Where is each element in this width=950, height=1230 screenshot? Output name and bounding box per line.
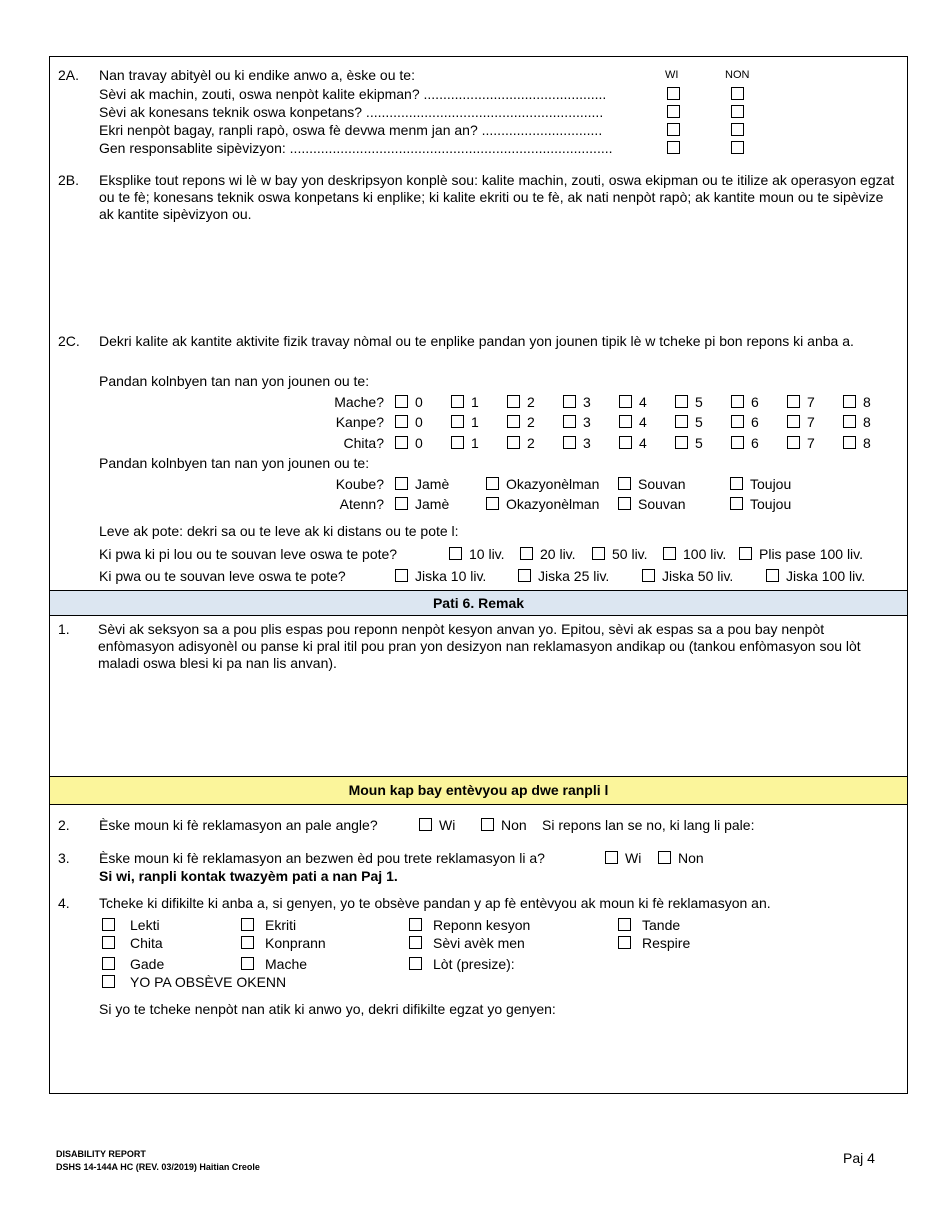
hours-walk-3-checkbox[interactable] bbox=[563, 395, 576, 408]
difficulty-breathing-checkbox[interactable] bbox=[618, 936, 631, 949]
q2a-intro: Nan travay abityèl ou ki endike anwo a, èske ou te: bbox=[99, 67, 415, 83]
int-q2-number: 2. bbox=[58, 817, 70, 833]
none-observed-checkbox[interactable] bbox=[102, 975, 115, 988]
int-q4-text: Tcheke ki difikilte ki anba a, si genyen, yo te obsève pandan y ap fè entèvyou ak moun ki fè reklamasyon an. bbox=[99, 895, 771, 911]
q2a-number: 2A. bbox=[58, 67, 80, 83]
difficulty-writing-label: Ekriti bbox=[265, 917, 297, 933]
hours-walk-4-checkbox[interactable] bbox=[619, 395, 632, 408]
int-q3-yes-label: Wi bbox=[625, 850, 642, 866]
hours-stand-2-checkbox[interactable] bbox=[507, 415, 520, 428]
hours-row-label-sit: Chita? bbox=[343, 435, 384, 451]
reach-often-label: Souvan bbox=[638, 496, 686, 512]
int-q3-number: 3. bbox=[58, 850, 70, 866]
hours-walk-2-label: 2 bbox=[527, 394, 535, 410]
hours-walk-6-checkbox[interactable] bbox=[731, 395, 744, 408]
lift-frequent-10-checkbox[interactable] bbox=[395, 569, 408, 582]
q2a-supervision-yes-checkbox[interactable] bbox=[667, 141, 680, 154]
difficulty-writing-checkbox[interactable] bbox=[241, 918, 254, 931]
q2a-item-writing: Ekri nenpòt bagay, ranpli rapò, oswa fè devwa menm jan an? ............................... bbox=[99, 122, 603, 138]
hours-row-label-stand: Kanpe? bbox=[335, 414, 384, 430]
hours-sit-3-checkbox[interactable] bbox=[563, 436, 576, 449]
reach-always-checkbox[interactable] bbox=[730, 497, 743, 510]
lift-heaviest-10-checkbox[interactable] bbox=[449, 547, 462, 560]
q2a-writing-no-checkbox[interactable] bbox=[731, 123, 744, 136]
int-q2-no-label: Non bbox=[501, 817, 527, 833]
hours-stand-6-checkbox[interactable] bbox=[731, 415, 744, 428]
difficulty-reading-label: Lekti bbox=[130, 917, 160, 933]
hours-sit-8-label: 8 bbox=[863, 435, 871, 451]
remarks-answer-area[interactable] bbox=[98, 676, 888, 772]
hours-walk-4-label: 4 bbox=[639, 394, 647, 410]
hours-walk-8-checkbox[interactable] bbox=[843, 395, 856, 408]
footer-form-title: DISABILITY REPORT bbox=[56, 1149, 146, 1159]
q2b-answer-area[interactable] bbox=[99, 226, 899, 326]
lift-heaviest-20-checkbox[interactable] bbox=[520, 547, 533, 560]
hours-stand-3-label: 3 bbox=[583, 414, 591, 430]
reach-always-label: Toujou bbox=[750, 496, 792, 512]
hours-stand-8-checkbox[interactable] bbox=[843, 415, 856, 428]
hours-sit-5-label: 5 bbox=[695, 435, 703, 451]
freq-row-label-stoop: Koube? bbox=[335, 476, 384, 492]
lift-heaviest-100-label: 100 liv. bbox=[683, 546, 727, 562]
q2a-machines-yes-checkbox[interactable] bbox=[667, 87, 680, 100]
int-q2-text: Èske moun ki fè reklamasyon an pale angle? bbox=[99, 817, 378, 833]
lift-frequent-25-checkbox[interactable] bbox=[518, 569, 531, 582]
stoop-always-label: Toujou bbox=[750, 476, 792, 492]
hours-walk-1-label: 1 bbox=[471, 394, 479, 410]
lift-frequent-100-checkbox[interactable] bbox=[766, 569, 779, 582]
part6-q1-text: Sèvi ak seksyon sa a pou plis espas pou reponn nenpòt kesyon anvan yo. Epitou, sèvi ak espas sa a pou bay nenpòt enfòmasyon adisyonèl ou panse ki pral itil pou pran yon desizyon nan reklamasyon andikap ou (tankou enfòmasyon sou lòt maladi oswa blesi ki pa nan lis anvan). bbox=[98, 621, 861, 671]
lift-frequent-50-label: Jiska 50 liv. bbox=[662, 568, 734, 584]
part6-q1-number: 1. bbox=[58, 621, 70, 637]
hours-walk-3-label: 3 bbox=[583, 394, 591, 410]
page-number: Paj 4 bbox=[843, 1150, 875, 1166]
hours-sit-2-checkbox[interactable] bbox=[507, 436, 520, 449]
lift-frequent-100-label: Jiska 100 liv. bbox=[786, 568, 866, 584]
hours-walk-6-label: 6 bbox=[751, 394, 759, 410]
int-q3-yes-checkbox[interactable] bbox=[605, 851, 618, 864]
hours-stand-4-checkbox[interactable] bbox=[619, 415, 632, 428]
hours-stand-7-checkbox[interactable] bbox=[787, 415, 800, 428]
freq-row-label-reach: Atenn? bbox=[339, 496, 384, 512]
lift-heaviest-over100-checkbox[interactable] bbox=[739, 547, 752, 560]
lift-heaviest-100-checkbox[interactable] bbox=[663, 547, 676, 560]
hours-sit-0-checkbox[interactable] bbox=[395, 436, 408, 449]
stoop-often-checkbox[interactable] bbox=[618, 477, 631, 490]
hours-sit-1-checkbox[interactable] bbox=[451, 436, 464, 449]
reach-never-label: Jamè bbox=[415, 496, 450, 512]
hours-stand-0-label: 0 bbox=[415, 414, 423, 430]
q2a-item-machines: Sèvi ak machin, zouti, oswa nenpòt kalite ekipman? ............................................... bbox=[99, 86, 607, 102]
difficulty-hands-label: Sèvi avèk men bbox=[433, 935, 525, 951]
hours-walk-7-checkbox[interactable] bbox=[787, 395, 800, 408]
hours-sit-2-label: 2 bbox=[527, 435, 535, 451]
hours-stand-1-checkbox[interactable] bbox=[451, 415, 464, 428]
hours-sit-6-checkbox[interactable] bbox=[731, 436, 744, 449]
difficulty-sitting-checkbox[interactable] bbox=[102, 936, 115, 949]
hours-walk-1-checkbox[interactable] bbox=[451, 395, 464, 408]
difficulty-hands-checkbox[interactable] bbox=[409, 936, 422, 949]
lift-frequent-10-label: Jiska 10 liv. bbox=[415, 568, 487, 584]
interviewer-header: Moun kap bay entèvyou ap dwe ranpli l bbox=[50, 776, 907, 805]
hours-sit-5-checkbox[interactable] bbox=[675, 436, 688, 449]
lift-heaviest-10-label: 10 liv. bbox=[469, 546, 505, 562]
hours-sit-7-checkbox[interactable] bbox=[787, 436, 800, 449]
int-q2-yes-checkbox[interactable] bbox=[419, 818, 432, 831]
difficulty-hearing-checkbox[interactable] bbox=[618, 918, 631, 931]
q2b-text: Eksplike tout repons wi lè w bay yon deskripsyon konplè sou: kalite machin, zouti, oswa ekipman ou te itilize ak operasyon egzat ou te fè; konesans teknik oswa konpetans ki enplike; ki kalite ekriti ou te fè, ak nati nenpòt rapò; ak kantite moun ou te sipèvize ak kantite sipèvizyon ou. bbox=[99, 172, 895, 222]
difficulty-walking-checkbox[interactable] bbox=[241, 957, 254, 970]
hours-sit-1-label: 1 bbox=[471, 435, 479, 451]
difficulty-other-checkbox[interactable] bbox=[409, 957, 422, 970]
q2a-no-header: NON bbox=[725, 69, 750, 81]
int-q2-language-note: Si repons lan se no, ki lang li pale: bbox=[542, 817, 755, 833]
q2a-item-technical: Sèvi ak konesans teknik oswa konpetans? ............................................................. bbox=[99, 104, 604, 120]
stoop-often-label: Souvan bbox=[638, 476, 686, 492]
difficulty-reading-checkbox[interactable] bbox=[102, 918, 115, 931]
q2a-technical-yes-checkbox[interactable] bbox=[667, 105, 680, 118]
difficulty-seeing-checkbox[interactable] bbox=[102, 957, 115, 970]
hours-stand-8-label: 8 bbox=[863, 414, 871, 430]
difficulty-description-area[interactable] bbox=[99, 1022, 889, 1088]
hours-walk-5-checkbox[interactable] bbox=[675, 395, 688, 408]
hours-row-label-walk: Mache? bbox=[334, 394, 384, 410]
none-observed-label: YO PA OBSÈVE OKENN bbox=[130, 974, 287, 990]
difficulty-answering-checkbox[interactable] bbox=[409, 918, 422, 931]
hours-sit-6-label: 6 bbox=[751, 435, 759, 451]
hours-stand-3-checkbox[interactable] bbox=[563, 415, 576, 428]
hours-walk-5-label: 5 bbox=[695, 394, 703, 410]
stoop-never-checkbox[interactable] bbox=[395, 477, 408, 490]
hours-walk-8-label: 8 bbox=[863, 394, 871, 410]
q2c-number: 2C. bbox=[58, 333, 80, 349]
difficulty-seeing-label: Gade bbox=[130, 956, 165, 972]
reach-often-checkbox[interactable] bbox=[618, 497, 631, 510]
q2a-technical-no-checkbox[interactable] bbox=[731, 105, 744, 118]
stoop-never-label: Jamè bbox=[415, 476, 450, 492]
lift-heaviest-50-checkbox[interactable] bbox=[592, 547, 605, 560]
hours-stand-5-label: 5 bbox=[695, 414, 703, 430]
hours-sit-4-label: 4 bbox=[639, 435, 647, 451]
difficulty-walking-label: Mache bbox=[265, 956, 308, 972]
lift-intro: Leve ak pote: dekri sa ou te leve ak ki distans ou te pote l: bbox=[99, 523, 459, 539]
hours-sit-0-label: 0 bbox=[415, 435, 423, 451]
hours-sit-7-label: 7 bbox=[807, 435, 815, 451]
reach-occasionally-checkbox[interactable] bbox=[486, 497, 499, 510]
lift-heaviest-label: Ki pwa ki pi lou ou te souvan leve oswa te pote? bbox=[99, 546, 398, 562]
hours-sit-3-label: 3 bbox=[583, 435, 591, 451]
int-q3-no-checkbox[interactable] bbox=[658, 851, 671, 864]
lift-heaviest-50-label: 50 liv. bbox=[612, 546, 648, 562]
lift-frequent-25-label: Jiska 25 liv. bbox=[538, 568, 610, 584]
q2a-yes-header: WI bbox=[665, 69, 679, 81]
footer-form-number: DSHS 14-144A HC (REV. 03/2019) Haitian Creole bbox=[56, 1162, 260, 1172]
difficulty-breathing-label: Respire bbox=[642, 935, 691, 951]
q2c-hours-intro: Pandan kolnbyen tan nan yon jounen ou te: bbox=[99, 373, 370, 389]
lift-frequent-50-checkbox[interactable] bbox=[642, 569, 655, 582]
int-q3-note: Si wi, ranpli kontak twazyèm pati a nan Paj 1. bbox=[99, 868, 398, 884]
part6-header: Pati 6. Remak bbox=[50, 590, 907, 616]
difficulty-understanding-label: Konprann bbox=[265, 935, 326, 951]
hours-stand-4-label: 4 bbox=[639, 414, 647, 430]
hours-stand-6-label: 6 bbox=[751, 414, 759, 430]
hours-sit-8-checkbox[interactable] bbox=[843, 436, 856, 449]
stoop-always-checkbox[interactable] bbox=[730, 477, 743, 490]
hours-stand-5-checkbox[interactable] bbox=[675, 415, 688, 428]
stoop-occasionally-checkbox[interactable] bbox=[486, 477, 499, 490]
difficulty-answering-label: Reponn kesyon bbox=[433, 917, 531, 933]
lift-heaviest-over100-label: Plis pase 100 liv. bbox=[759, 546, 864, 562]
reach-never-checkbox[interactable] bbox=[395, 497, 408, 510]
hours-walk-0-label: 0 bbox=[415, 394, 423, 410]
q2a-supervision-no-checkbox[interactable] bbox=[731, 141, 744, 154]
int-q3-text: Èske moun ki fè reklamasyon an bezwen èd pou trete reklamasyon li a? bbox=[99, 850, 545, 866]
q2a-writing-yes-checkbox[interactable] bbox=[667, 123, 680, 136]
reach-occasionally-label: Okazyonèlman bbox=[506, 496, 600, 512]
difficulty-understanding-checkbox[interactable] bbox=[241, 936, 254, 949]
hours-walk-7-label: 7 bbox=[807, 394, 815, 410]
hours-stand-0-checkbox[interactable] bbox=[395, 415, 408, 428]
q2a-machines-no-checkbox[interactable] bbox=[731, 87, 744, 100]
q2a-item-supervision: Gen responsablite sipèvizyon: ................................................................................... bbox=[99, 140, 613, 156]
q2b-number: 2B. bbox=[58, 172, 80, 188]
hours-walk-0-checkbox[interactable] bbox=[395, 395, 408, 408]
difficulty-sitting-label: Chita bbox=[130, 935, 163, 951]
hours-sit-4-checkbox[interactable] bbox=[619, 436, 632, 449]
stoop-occasionally-label: Okazyonèlman bbox=[506, 476, 600, 492]
hours-stand-7-label: 7 bbox=[807, 414, 815, 430]
hours-stand-1-label: 1 bbox=[471, 414, 479, 430]
int-q2-yes-label: Wi bbox=[439, 817, 456, 833]
q2c-freq-intro: Pandan kolnbyen tan nan yon jounen ou te: bbox=[99, 455, 370, 471]
int-q2-no-checkbox[interactable] bbox=[481, 818, 494, 831]
lift-heaviest-20-label: 20 liv. bbox=[540, 546, 576, 562]
q2c-text: Dekri kalite ak kantite aktivite fizik travay nòmal ou te enplike pandan yon jounen tipik lè w tcheke pi bon repons ki anba a. bbox=[99, 333, 854, 349]
lift-frequent-label: Ki pwa ou te souvan leve oswa te pote? bbox=[99, 568, 346, 584]
hours-stand-2-label: 2 bbox=[527, 414, 535, 430]
int-q4-describe: Si yo te tcheke nenpòt nan atik ki anwo yo, dekri difikilte egzat yo genyen: bbox=[99, 1001, 556, 1017]
int-q3-no-label: Non bbox=[678, 850, 704, 866]
int-q4-number: 4. bbox=[58, 895, 70, 911]
difficulty-hearing-label: Tande bbox=[642, 917, 681, 933]
difficulty-other-label: Lòt (presize): bbox=[433, 956, 515, 972]
hours-walk-2-checkbox[interactable] bbox=[507, 395, 520, 408]
